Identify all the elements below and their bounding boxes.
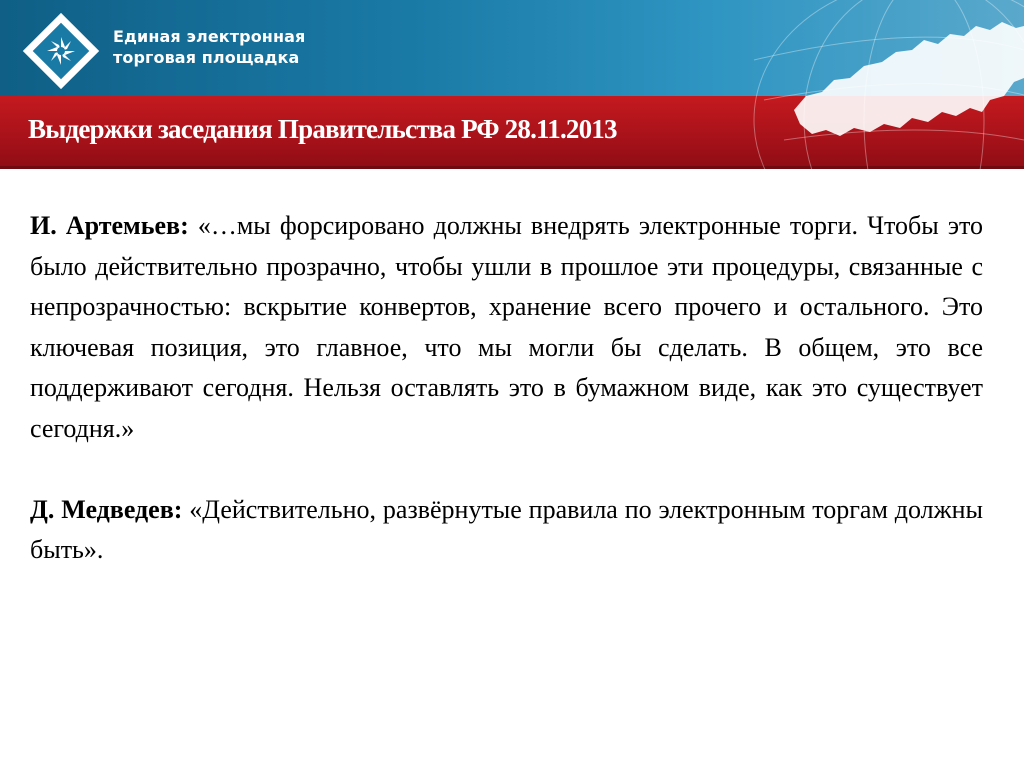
quote-text: «Действительно, развёрнутые правила по электронным торгам должны быть».	[30, 494, 983, 564]
quote-medvedev	[30, 490, 983, 571]
title-bar	[0, 96, 1024, 169]
speaker-name: И. Артемьев:	[30, 211, 189, 240]
header-bar	[0, 0, 1024, 96]
speaker-name: Д. Медведев:	[30, 494, 183, 524]
logo-line2: торговая площадка	[113, 48, 300, 67]
logo-icon	[22, 12, 100, 90]
quote-text: «…мы форсировано должны внедрять электронные торги. Чтобы это было действительно прозрачно, чтобы ушли в прошлое эти процедуры, связанные с непрозрачностью: вскрытие конвертов, хранение всего прочего и остального. Это ключевая позиция, это главное, что мы могли бы сделать. В общем, это все поддерживают сегодня. Нельзя оставлять это в бумажном виде, как это существует сегодня.»	[30, 211, 983, 443]
quote-artemyev	[30, 206, 983, 449]
page-title: Выдержки заседания Правительства РФ 28.11.2013	[28, 114, 617, 144]
logo-text	[113, 26, 305, 68]
logo-line1: Единая электронная	[113, 27, 306, 46]
content	[30, 206, 983, 571]
